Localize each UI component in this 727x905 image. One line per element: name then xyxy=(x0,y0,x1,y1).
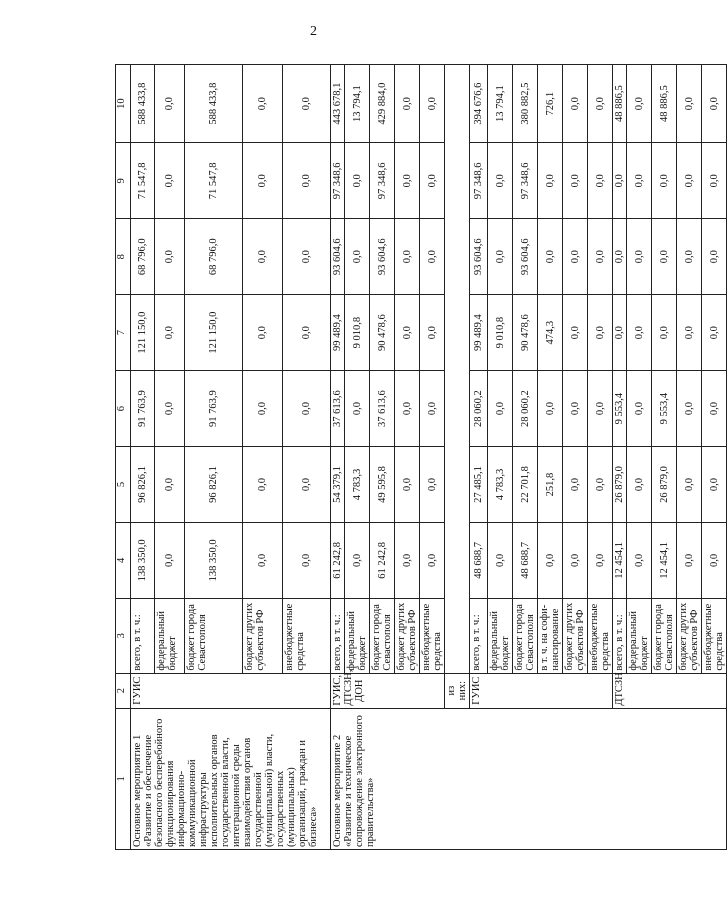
source-cell: всего, в т. ч.: xyxy=(331,598,345,673)
column-header: 6 xyxy=(116,371,131,447)
value-cell: 0,0 xyxy=(652,295,677,371)
value-cell: 0,0 xyxy=(588,371,613,447)
source-cell: федеральный бюджет xyxy=(345,598,370,673)
value-cell: 0,0 xyxy=(563,447,588,523)
value-cell: 0,0 xyxy=(283,522,331,598)
value-cell: 0,0 xyxy=(563,143,588,219)
column-header: 10 xyxy=(116,65,131,143)
value-cell: 0,0 xyxy=(702,219,727,295)
value-cell: 4 783,3 xyxy=(488,447,513,523)
value-cell: 26 879,0 xyxy=(613,447,627,523)
source-cell: всего, в т. ч.: xyxy=(131,598,155,673)
measure-2-name: Основное мероприятие 2 «Развитие и техническое сопровождение электронного правительства» xyxy=(331,708,727,849)
value-cell: 91 763,9 xyxy=(185,371,243,447)
value-cell: 0,0 xyxy=(702,522,727,598)
value-cell: 0,0 xyxy=(677,65,702,143)
value-cell: 0,0 xyxy=(627,295,652,371)
value-cell: 93 604,6 xyxy=(370,219,395,295)
column-header: 5 xyxy=(116,447,131,523)
value-cell: 99 489,4 xyxy=(331,295,345,371)
value-cell: 394 676,6 xyxy=(470,65,488,143)
value-cell: 0,0 xyxy=(538,219,563,295)
value-cell: 48 886,5 xyxy=(613,65,627,143)
value-cell: 474,3 xyxy=(538,295,563,371)
value-cell: 61 242,8 xyxy=(331,522,345,598)
value-cell: 0,0 xyxy=(155,295,185,371)
value-cell: 71 547,8 xyxy=(131,143,155,219)
value-cell: 0,0 xyxy=(652,219,677,295)
value-cell: 93 604,6 xyxy=(331,219,345,295)
table-body xyxy=(116,65,727,850)
source-cell: бюджет других субъектов РФ xyxy=(677,598,702,673)
value-cell: 0,0 xyxy=(488,371,513,447)
value-cell: 93 604,6 xyxy=(470,219,488,295)
value-cell: 251,8 xyxy=(538,447,563,523)
value-cell: 0,0 xyxy=(627,371,652,447)
value-cell: 0,0 xyxy=(420,295,445,371)
table-row xyxy=(331,65,345,850)
column-header: 8 xyxy=(116,219,131,295)
value-cell: 138 350,0 xyxy=(185,522,243,598)
value-cell: 0,0 xyxy=(395,371,420,447)
value-cell: 96 826,1 xyxy=(131,447,155,523)
column-header: 2 xyxy=(116,673,131,708)
measure-1-name: Основное мероприятие 1 «Развитие и обеспечение безопасного бесперебойного функционирования информационно-коммуникационной инфраструктуры исполнительных органов государственной власти, интеграционной среды взаимодействия органов государственной (муниципальной) власти, государственных (муниципальных) организаций, граждан и бизнеса» xyxy=(131,708,331,849)
value-cell: 0,0 xyxy=(588,295,613,371)
value-cell: 96 826,1 xyxy=(185,447,243,523)
source-cell: внебюджетные средства xyxy=(420,598,445,673)
value-cell: 588 433,8 xyxy=(185,65,243,143)
source-cell: бюджет других субъектов РФ xyxy=(395,598,420,673)
guis-responsible: ГУИС xyxy=(470,673,613,708)
value-cell: 0,0 xyxy=(488,219,513,295)
value-cell: 0,0 xyxy=(283,219,331,295)
value-cell: 0,0 xyxy=(283,447,331,523)
value-cell: 0,0 xyxy=(395,143,420,219)
source-cell: федеральный бюджет xyxy=(627,598,652,673)
source-cell: федеральный бюджет xyxy=(155,598,185,673)
value-cell: 0,0 xyxy=(677,295,702,371)
value-cell: 0,0 xyxy=(243,143,283,219)
value-cell: 28 060,2 xyxy=(513,371,538,447)
value-cell: 48 688,7 xyxy=(470,522,488,598)
value-cell: 9 553,4 xyxy=(613,371,627,447)
value-cell: 0,0 xyxy=(538,522,563,598)
source-cell: бюджет города Севастополя xyxy=(652,598,677,673)
value-cell: 93 604,6 xyxy=(513,219,538,295)
value-cell: 726,1 xyxy=(538,65,563,143)
value-cell: 0,0 xyxy=(345,371,370,447)
value-cell: 0,0 xyxy=(243,371,283,447)
column-header: 9 xyxy=(116,143,131,219)
value-cell: 13 794,1 xyxy=(488,65,513,143)
value-cell: 26 879,0 xyxy=(652,447,677,523)
source-cell: бюджет города Севастополя xyxy=(185,598,243,673)
value-cell: 0,0 xyxy=(613,295,627,371)
value-cell: 48 886,5 xyxy=(652,65,677,143)
value-cell: 0,0 xyxy=(702,447,727,523)
value-cell: 12 454,1 xyxy=(652,522,677,598)
value-cell: 9 010,8 xyxy=(345,295,370,371)
value-cell: 0,0 xyxy=(588,65,613,143)
value-cell: 0,0 xyxy=(283,65,331,143)
value-cell: 0,0 xyxy=(420,143,445,219)
value-cell: 0,0 xyxy=(538,143,563,219)
value-cell: 0,0 xyxy=(155,522,185,598)
value-cell: 0,0 xyxy=(652,143,677,219)
value-cell: 0,0 xyxy=(395,295,420,371)
value-cell: 0,0 xyxy=(588,143,613,219)
value-cell: 9 553,4 xyxy=(652,371,677,447)
measure-1-responsible: ГУИС xyxy=(131,673,331,708)
value-cell: 91 763,9 xyxy=(131,371,155,447)
source-cell: федеральный бюджет xyxy=(488,598,513,673)
value-cell: 0,0 xyxy=(155,371,185,447)
value-cell: 0,0 xyxy=(588,522,613,598)
value-cell: 0,0 xyxy=(345,143,370,219)
value-cell: 54 379,1 xyxy=(331,447,345,523)
value-cell: 9 010,8 xyxy=(488,295,513,371)
column-header: 1 xyxy=(116,708,131,849)
value-cell: 0,0 xyxy=(702,65,727,143)
value-cell: 97 348,6 xyxy=(370,143,395,219)
value-cell: 0,0 xyxy=(243,295,283,371)
value-cell: 0,0 xyxy=(243,219,283,295)
value-cell: 0,0 xyxy=(627,65,652,143)
value-cell: 0,0 xyxy=(395,447,420,523)
source-cell: внебюджетные средства xyxy=(702,598,727,673)
value-cell: 0,0 xyxy=(345,219,370,295)
value-cell: 380 882,5 xyxy=(513,65,538,143)
value-cell: 37 613,6 xyxy=(370,371,395,447)
value-cell: 0,0 xyxy=(677,219,702,295)
page-number: 2 xyxy=(310,24,317,39)
value-cell: 13 794,1 xyxy=(345,65,370,143)
value-cell: 443 678,1 xyxy=(331,65,345,143)
value-cell: 48 688,7 xyxy=(513,522,538,598)
value-cell: 0,0 xyxy=(488,522,513,598)
value-cell: 588 433,8 xyxy=(131,65,155,143)
value-cell: 0,0 xyxy=(613,219,627,295)
value-cell: 90 478,6 xyxy=(370,295,395,371)
budget-table xyxy=(115,64,727,850)
column-header: 3 xyxy=(116,598,131,673)
value-cell: 0,0 xyxy=(420,522,445,598)
value-cell: 0,0 xyxy=(243,522,283,598)
value-cell: 0,0 xyxy=(627,447,652,523)
value-cell: 0,0 xyxy=(677,447,702,523)
value-cell: 0,0 xyxy=(395,522,420,598)
value-cell: 0,0 xyxy=(420,219,445,295)
rotated-table-frame xyxy=(115,64,725,850)
value-cell: 0,0 xyxy=(563,219,588,295)
value-cell: 12 454,1 xyxy=(613,522,627,598)
value-cell: 0,0 xyxy=(588,447,613,523)
measure-2-responsible: ГУИС, ДТСЗН, ДОН xyxy=(331,673,445,708)
source-cell: всего, в т. ч.: xyxy=(613,598,627,673)
value-cell: 99 489,4 xyxy=(470,295,488,371)
value-cell: 0,0 xyxy=(283,371,331,447)
source-cell: внебюджетные средства xyxy=(588,598,613,673)
source-cell: в т. ч. на софи-нансирование xyxy=(538,598,563,673)
source-cell: бюджет города Севастополя xyxy=(513,598,538,673)
value-cell: 0,0 xyxy=(563,371,588,447)
value-cell: 0,0 xyxy=(395,219,420,295)
value-cell: 0,0 xyxy=(420,65,445,143)
value-cell: 97 348,6 xyxy=(470,143,488,219)
value-cell: 0,0 xyxy=(563,65,588,143)
value-cell: 0,0 xyxy=(395,65,420,143)
value-cell: 0,0 xyxy=(613,143,627,219)
value-cell: 429 884,0 xyxy=(370,65,395,143)
value-cell: 37 613,6 xyxy=(331,371,345,447)
source-cell: бюджет города Севастополя xyxy=(370,598,395,673)
value-cell: 0,0 xyxy=(677,522,702,598)
value-cell: 61 242,8 xyxy=(370,522,395,598)
value-cell: 0,0 xyxy=(420,371,445,447)
value-cell: 121 150,0 xyxy=(185,295,243,371)
header-row xyxy=(116,65,131,850)
value-cell: 138 350,0 xyxy=(131,522,155,598)
column-header: 7 xyxy=(116,295,131,371)
source-cell: внебюджетные средства xyxy=(283,598,331,673)
value-cell: 0,0 xyxy=(420,447,445,523)
value-cell: 0,0 xyxy=(702,295,727,371)
value-cell: 97 348,6 xyxy=(513,143,538,219)
value-cell: 71 547,8 xyxy=(185,143,243,219)
value-cell: 27 485,1 xyxy=(470,447,488,523)
source-cell: бюджет других субъектов РФ xyxy=(563,598,588,673)
value-cell: 0,0 xyxy=(345,522,370,598)
value-cell: 0,0 xyxy=(155,447,185,523)
value-cell: 0,0 xyxy=(627,219,652,295)
empty-cell xyxy=(445,65,470,674)
value-cell: 0,0 xyxy=(538,371,563,447)
value-cell: 0,0 xyxy=(563,522,588,598)
value-cell: 121 150,0 xyxy=(131,295,155,371)
value-cell: 0,0 xyxy=(677,143,702,219)
source-cell: всего, в т. ч.: xyxy=(470,598,488,673)
value-cell: 0,0 xyxy=(283,143,331,219)
rotated-table-container xyxy=(115,64,725,850)
table-row xyxy=(131,65,155,850)
dtszn-responsible: ДТСЗН xyxy=(613,673,727,708)
value-cell: 49 595,8 xyxy=(370,447,395,523)
value-cell: 68 796,0 xyxy=(185,219,243,295)
value-cell: 0,0 xyxy=(677,371,702,447)
value-cell: 68 796,0 xyxy=(131,219,155,295)
value-cell: 90 478,6 xyxy=(513,295,538,371)
value-cell: 97 348,6 xyxy=(331,143,345,219)
value-cell: 22 701,8 xyxy=(513,447,538,523)
value-cell: 0,0 xyxy=(283,295,331,371)
value-cell: 0,0 xyxy=(627,522,652,598)
of-them-label: из них: xyxy=(445,673,470,708)
value-cell: 28 060,2 xyxy=(470,371,488,447)
value-cell: 0,0 xyxy=(488,143,513,219)
value-cell: 0,0 xyxy=(627,143,652,219)
value-cell: 0,0 xyxy=(155,143,185,219)
value-cell: 0,0 xyxy=(155,65,185,143)
value-cell: 0,0 xyxy=(155,219,185,295)
value-cell: 0,0 xyxy=(702,371,727,447)
value-cell: 0,0 xyxy=(702,143,727,219)
value-cell: 0,0 xyxy=(563,295,588,371)
value-cell: 4 783,3 xyxy=(345,447,370,523)
source-cell: бюджет других субъектов РФ xyxy=(243,598,283,673)
value-cell: 0,0 xyxy=(588,219,613,295)
column-header: 4 xyxy=(116,522,131,598)
value-cell: 0,0 xyxy=(243,447,283,523)
value-cell: 0,0 xyxy=(243,65,283,143)
